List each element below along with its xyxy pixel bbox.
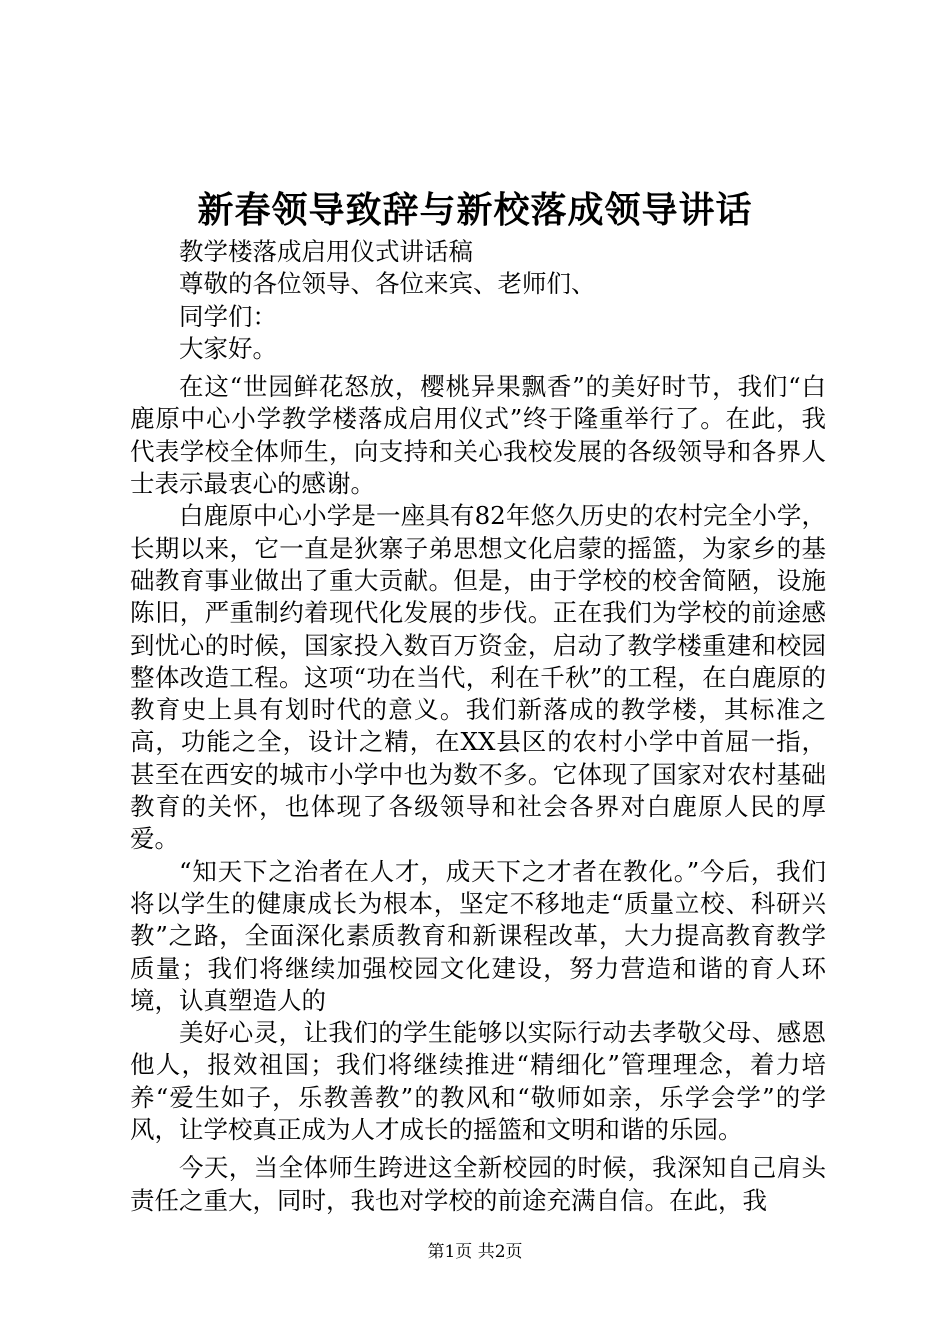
paragraph-greeting: 大家好。 [179,333,277,363]
page-title: 新春领导致辞与新校落成领导讲话 [197,189,753,231]
paragraph-future-plans: “知天下之治者在人才，成天下之才者在教化。”今后，我们将以学生的健康成长为根本，坚定不移地走“质量立校、科研兴教”之路，全面深化素质教育和新课程改革，大力提高教育教学质量；我们将继续加强校园文化建设，努力营造和谐的育人环境，认真塑造人的 [130,856,826,1015]
document-body [130,236,826,1217]
paragraph-salutation: 尊敬的各位领导、各位来宾、老师们、 [179,269,596,299]
paragraph-opening: 在这“世园鲜花怒放，樱桃异果飘香”的美好时节，我们“白鹿原中心小学教学楼落成启用仪式”终于隆重举行了。在此，我代表学校全体师生，向支持和关心我校发展的各级领导和各界人士表示最衷心的感谢。 [130,372,826,499]
paragraph-values: 美好心灵，让我们的学生能够以实际行动去孝敬父母、感恩他人，报效祖国；我们将继续推进“精细化”管理理念，着力培养“爱生如子，乐教善教”的教风和“敬师如亲，乐学会学”的学风，让学校真正成为人才成长的摇篮和文明和谐的乐园。 [130,1018,826,1145]
paragraph-closing: 今天，当全体师生跨进这全新校园的时候，我深知自己肩头责任之重大，同时，我也对学校的前途充满自信。在此，我 [130,1153,826,1215]
paragraph-subtitle: 教学楼落成启用仪式讲话稿 [179,237,473,266]
page-footer: 第1页 共2页 [427,1242,523,1262]
paragraph-school-history: 白鹿原中心小学是一座具有82年悠久历史的农村完全小学，长期以来，它一直是狄寨子弟思想文化启蒙的摇篮，为家乡的基础教育事业做出了重大贡献。但是，由于学校的校舍简陋，设施陈旧，严重制约着现代化发展的步伐。正在我们为学校的前途感到忧心的时候，国家投入数百万资金，启动了教学楼重建和校园整体改造工程。这项“功在当代，利在千秋”的工程，在白鹿原的教育史上具有划时代的意义。我们新落成的教学楼，其标准之高，功能之全，设计之精，在XX县区的农村小学中首屈一指，甚至在西安的城市小学中也为数不多。它体现了国家对农村基础教育的关怀，也体现了各级领导和社会各界对白鹿原人民的厚爱。 [130,501,826,854]
paragraph-salutation-cont: 同学们： [179,301,277,331]
